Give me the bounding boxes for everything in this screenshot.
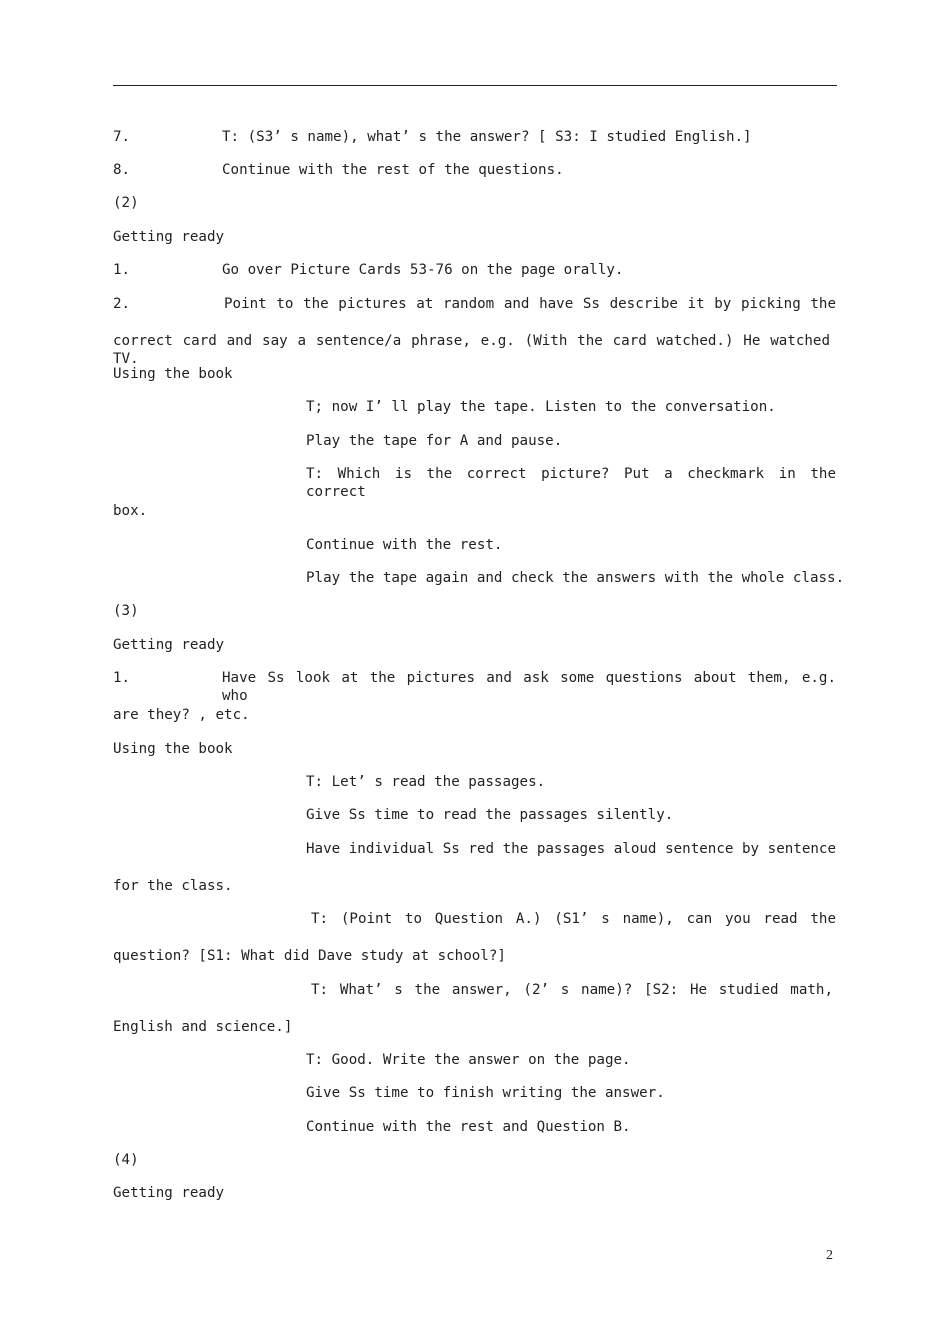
paragraph-line: correct card and say a sentence/a phrase, e.g. (With the card watched.) He watched TV.	[113, 333, 830, 367]
section-heading: Getting ready	[113, 637, 225, 653]
paragraph-line: Have individual Ss red the passages aloud sentence by sentence	[306, 841, 836, 857]
paragraph-line: T: Which is the correct picture? Put a checkmark in the correct	[306, 466, 836, 500]
paragraph-line: Continue with the rest.	[306, 537, 503, 553]
paragraph-line: Continue with the rest of the questions.	[222, 162, 564, 178]
section-heading: Getting ready	[113, 1185, 225, 1201]
paragraph-line: Give Ss time to read the passages silently.	[306, 807, 674, 823]
paragraph-line: Play the tape for A and pause.	[306, 433, 563, 449]
paragraph-line: box.	[113, 503, 148, 519]
paragraph-line: English and science.]	[113, 1019, 293, 1035]
paragraph-line: for the class.	[113, 878, 233, 894]
paragraph-line: T: Let’ s read the passages.	[306, 774, 546, 790]
list-number: 1.	[113, 670, 131, 686]
section-heading: Using the book	[113, 741, 233, 757]
list-number: 2.	[113, 296, 131, 312]
paragraph-line: Continue with the rest and Question B.	[306, 1119, 631, 1135]
paragraph-line: are they? , etc.	[113, 707, 250, 723]
paragraph-line: Go over Picture Cards 53-76 on the page orally.	[222, 262, 624, 278]
paragraph-line: T: (Point to Question A.) (S1’ s name), can you read the	[311, 911, 836, 927]
header-rule	[113, 85, 837, 86]
paragraph-line: T: (S3’ s name), what’ s the answer? [ S3: I studied English.]	[222, 129, 752, 145]
paragraph-line: Give Ss time to finish writing the answer.	[306, 1085, 665, 1101]
list-number: 8.	[113, 162, 131, 178]
page-number: 2	[826, 1248, 833, 1263]
paragraph-line: Have Ss look at the pictures and ask some questions about them, e.g. who	[222, 670, 836, 704]
list-number: 7.	[113, 129, 131, 145]
paragraph-line: T: Good. Write the answer on the page.	[306, 1052, 631, 1068]
section-marker: (3)	[113, 603, 139, 619]
paragraph-line: question? [S1: What did Dave study at school?]	[113, 948, 506, 964]
list-number: 1.	[113, 262, 131, 278]
paragraph-line: T: What’ s the answer, (2’ s name)? [S2: He studied math,	[311, 982, 833, 998]
paragraph-line: T; now I’ ll play the tape. Listen to the conversation.	[306, 399, 776, 415]
section-marker: (4)	[113, 1152, 139, 1168]
section-heading: Using the book	[113, 366, 233, 382]
paragraph-line: Point to the pictures at random and have Ss describe it by picking the	[224, 296, 836, 312]
section-marker: (2)	[113, 195, 139, 211]
section-heading: Getting ready	[113, 229, 225, 245]
paragraph-line: Play the tape again and check the answers with the whole class.	[306, 570, 845, 586]
